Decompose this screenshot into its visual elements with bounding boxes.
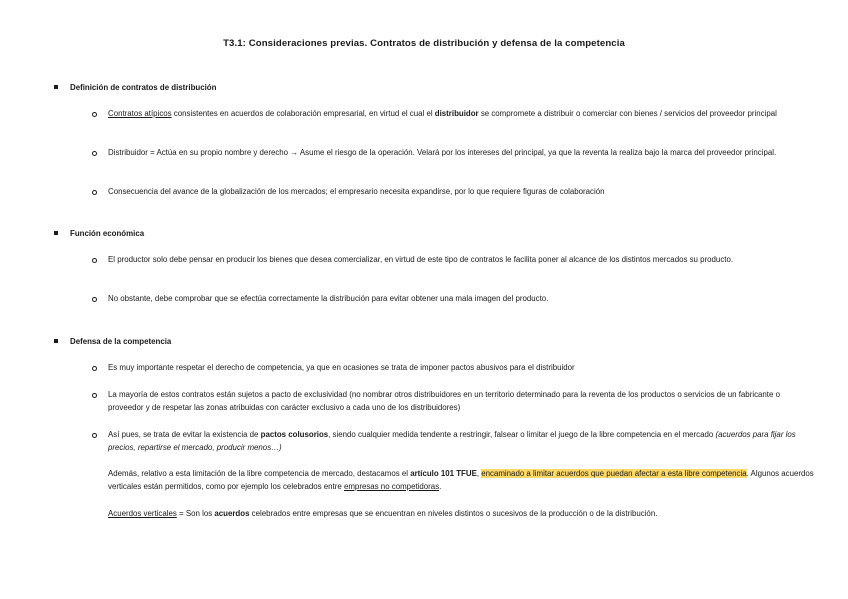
list-item-text xyxy=(108,108,810,121)
list-item xyxy=(92,389,810,414)
square-bullet-icon xyxy=(54,231,58,235)
list-item xyxy=(92,147,810,160)
section-heading-funcion xyxy=(54,229,144,238)
section-heading-text: Función económica xyxy=(70,229,145,238)
list-item-text: No obstante, debe comprobar que se efectúa correctamente la distribución para evitar obtener una mala imagen del producto. xyxy=(108,294,549,303)
text-span: , siendo cualquier medida tendente a restringir, falsear o limitar el juego de la libre competencia en el mercado xyxy=(328,430,716,439)
list-item-text: El productor solo debe pensar en producir los bienes que desea comercializar, en virtud de este tipo de contratos le facilita poner al alcance de los distintos mercados su producto. xyxy=(108,255,734,264)
text-span: se compromete a distribuir o comerciar con bienes / servicios del proveedor principal xyxy=(478,109,777,118)
underlined-term: empresas no competidoras xyxy=(343,481,440,491)
list-item-text xyxy=(108,429,810,454)
list-item-text: Distribuidor = Actúa en su propio nombre y derecho → Asume el riesgo de la operación. Velará por los intereses del principal, ya que la reventa la realiza bajo la marca del proveedor principal. xyxy=(108,148,777,157)
bold-term: acuerdos xyxy=(214,509,250,518)
circle-bullet-icon xyxy=(92,433,97,438)
list-item xyxy=(92,186,810,199)
paragraph-acuerdos-verticales xyxy=(108,508,818,521)
italic-note: (acuerdos para fijar los precios, repartirse el mercado, producir menos…) xyxy=(108,430,796,452)
text-span: , xyxy=(476,469,482,478)
list-item xyxy=(92,293,810,306)
list-item xyxy=(92,429,810,454)
circle-bullet-icon xyxy=(92,297,97,302)
list-item xyxy=(92,108,810,121)
list-item xyxy=(92,362,810,375)
bold-term: artículo 101 TFUE xyxy=(410,469,477,478)
text-span: . Algunos acuerdos verticales están permitidos, como por ejemplo los celebrados entre xyxy=(108,469,814,491)
list-item-text: Consecuencia del avance de la globalización de los mercados; el empresario necesita expandirse, por lo que requiere figuras de colaboración xyxy=(108,187,605,196)
paragraph-articulo-101 xyxy=(108,468,818,493)
highlighted-text: encaminado a limitar acuerdos que puedan afectar a esta libre competencia xyxy=(481,469,747,478)
section-heading-text: Defensa de la competencia xyxy=(70,337,172,346)
square-bullet-icon xyxy=(54,339,58,343)
document-title: T3.1: Consideraciones previas. Contratos de distribución y defensa de la competencia xyxy=(223,38,625,49)
square-bullet-icon xyxy=(54,85,58,89)
circle-bullet-icon xyxy=(92,112,97,117)
text-span: = Son los xyxy=(176,509,215,518)
text-span: Además, relativo a esta limitación de la libre competencia de mercado, destacamos el xyxy=(108,469,411,478)
section-heading-defensa xyxy=(54,337,171,346)
bold-term: pactos colusorios xyxy=(260,430,329,439)
list-item xyxy=(92,254,810,267)
circle-bullet-icon xyxy=(92,151,97,156)
section-heading-text: Definición de contratos de distribución xyxy=(70,83,217,92)
circle-bullet-icon xyxy=(92,393,97,398)
text-span: celebrados entre empresas que se encuentran en niveles distintos o sucesivos de la producción o de la distribución. xyxy=(249,509,658,518)
text-span: . xyxy=(439,481,442,491)
text-span: consistentes en acuerdos de colaboración empresarial, en virtud el cual el xyxy=(171,109,435,118)
bold-term: distribuidor xyxy=(434,109,479,118)
list-item-text: Es muy importante respetar el derecho de competencia, ya que en ocasiones se trata de imponer pactos abusivos para el distribuidor xyxy=(108,363,575,372)
underlined-term: Contratos atípicos xyxy=(108,109,172,118)
section-heading-definicion xyxy=(54,83,216,92)
underlined-term: Acuerdos verticales xyxy=(108,509,177,518)
circle-bullet-icon xyxy=(92,366,97,371)
circle-bullet-icon xyxy=(92,258,97,263)
list-item-text: La mayoría de estos contratos están sujetos a pacto de exclusividad (no nombrar otros distribuidores en un territorio determinado para la reventa de los productos o servicios de un fabricante o proveedor y de respetar las zonas atribuidas con carácter exclusivo a cada uno de los distribuidores) xyxy=(108,390,780,412)
text-span: Así pues, se trata de evitar la existencia de xyxy=(108,430,261,439)
circle-bullet-icon xyxy=(92,190,97,195)
